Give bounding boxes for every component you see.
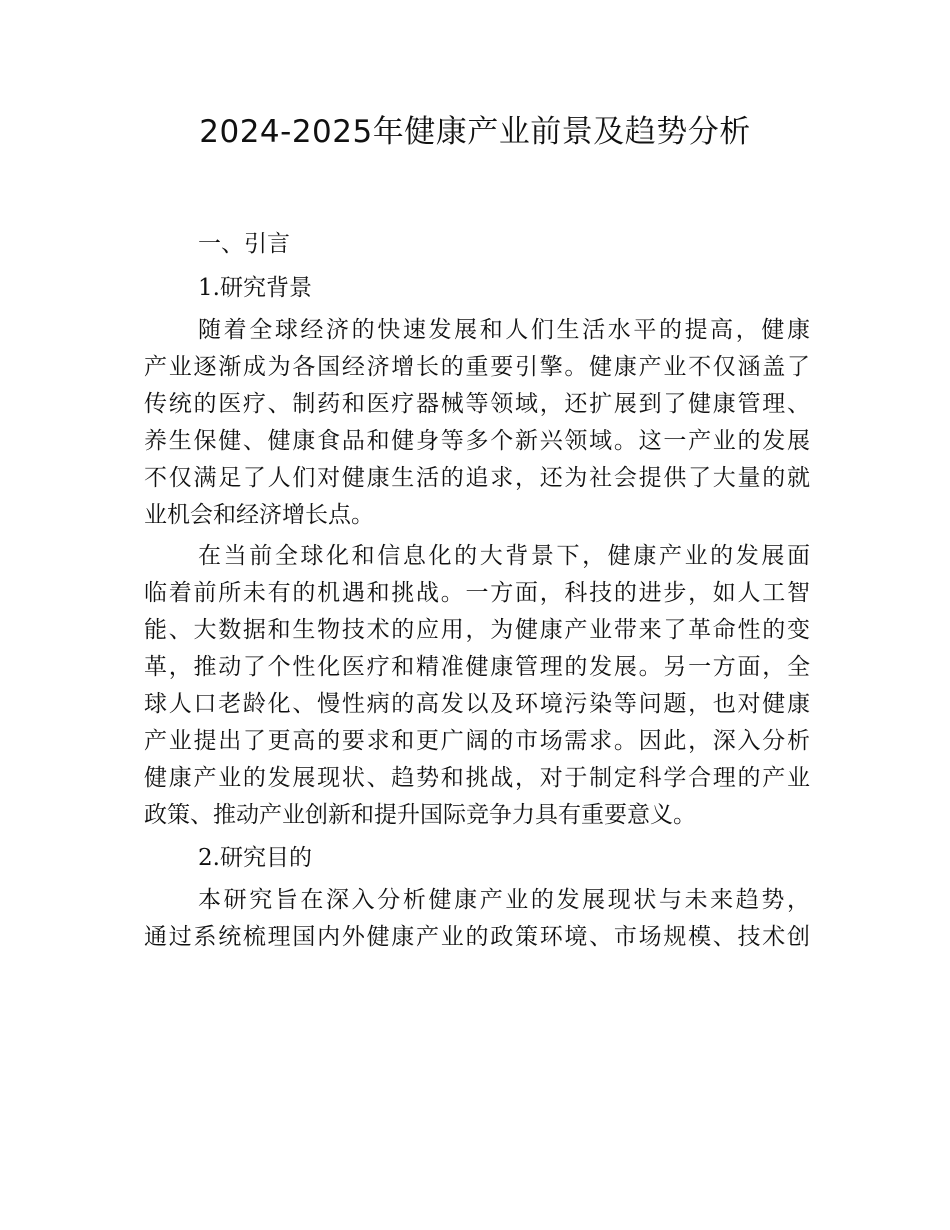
paragraph-purpose-1 (144, 882, 810, 956)
subsection-heading-research-background: 1.研究背景 (198, 275, 312, 301)
paragraph-line: 业机会和经济增长点。 (144, 502, 374, 528)
paragraph-line: 通过系统梳理国内外健康产业的政策环境、市场规模、技术创 (144, 924, 810, 950)
document-body (144, 224, 810, 960)
paragraph-line: 随着全球经济的快速发展和人们生活水平的提高，健康 (198, 317, 810, 343)
paragraph-line: 本研究旨在深入分析健康产业的发展现状与未来趋势， (198, 887, 810, 913)
paragraph-background-2 (144, 538, 810, 834)
paragraph-line: 球人口老龄化、慢性病的高发以及环境污染等问题，也对健康 (144, 691, 810, 717)
paragraph-line: 在当前全球化和信息化的大背景下，健康产业的发展面 (198, 543, 810, 569)
document-title: 2024-2025年健康产业前景及趋势分析 (199, 114, 751, 150)
section-heading-introduction: 一、引言 (198, 231, 290, 257)
paragraph-line: 不仅满足了人们对健康生活的追求，还为社会提供了大量的就 (144, 465, 810, 491)
paragraph-line: 传统的医疗、制药和医疗器械等领域，还扩展到了健康管理、 (144, 391, 810, 417)
paragraph-line: 能、大数据和生物技术的应用，为健康产业带来了革命性的变 (144, 617, 810, 643)
paragraph-background-1 (144, 312, 810, 534)
paragraph-line: 临着前所未有的机遇和挑战。一方面，科技的进步，如人工智 (144, 580, 810, 606)
paragraph-line: 产业提出了更高的要求和更广阔的市场需求。因此，深入分析 (144, 728, 810, 754)
paragraph-line: 政策、推动产业创新和提升国际竞争力具有重要意义。 (144, 802, 696, 828)
paragraph-line: 革，推动了个性化医疗和精准健康管理的发展。另一方面，全 (144, 654, 810, 680)
subsection-heading-research-purpose: 2.研究目的 (198, 845, 312, 871)
paragraph-line: 健康产业的发展现状、趋势和挑战，对于制定科学合理的产业 (144, 765, 810, 791)
paragraph-line: 产业逐渐成为各国经济增长的重要引擎。健康产业不仅涵盖了 (144, 354, 810, 380)
paragraph-line: 养生保健、健康食品和健身等多个新兴领域。这一产业的发展 (144, 428, 810, 454)
